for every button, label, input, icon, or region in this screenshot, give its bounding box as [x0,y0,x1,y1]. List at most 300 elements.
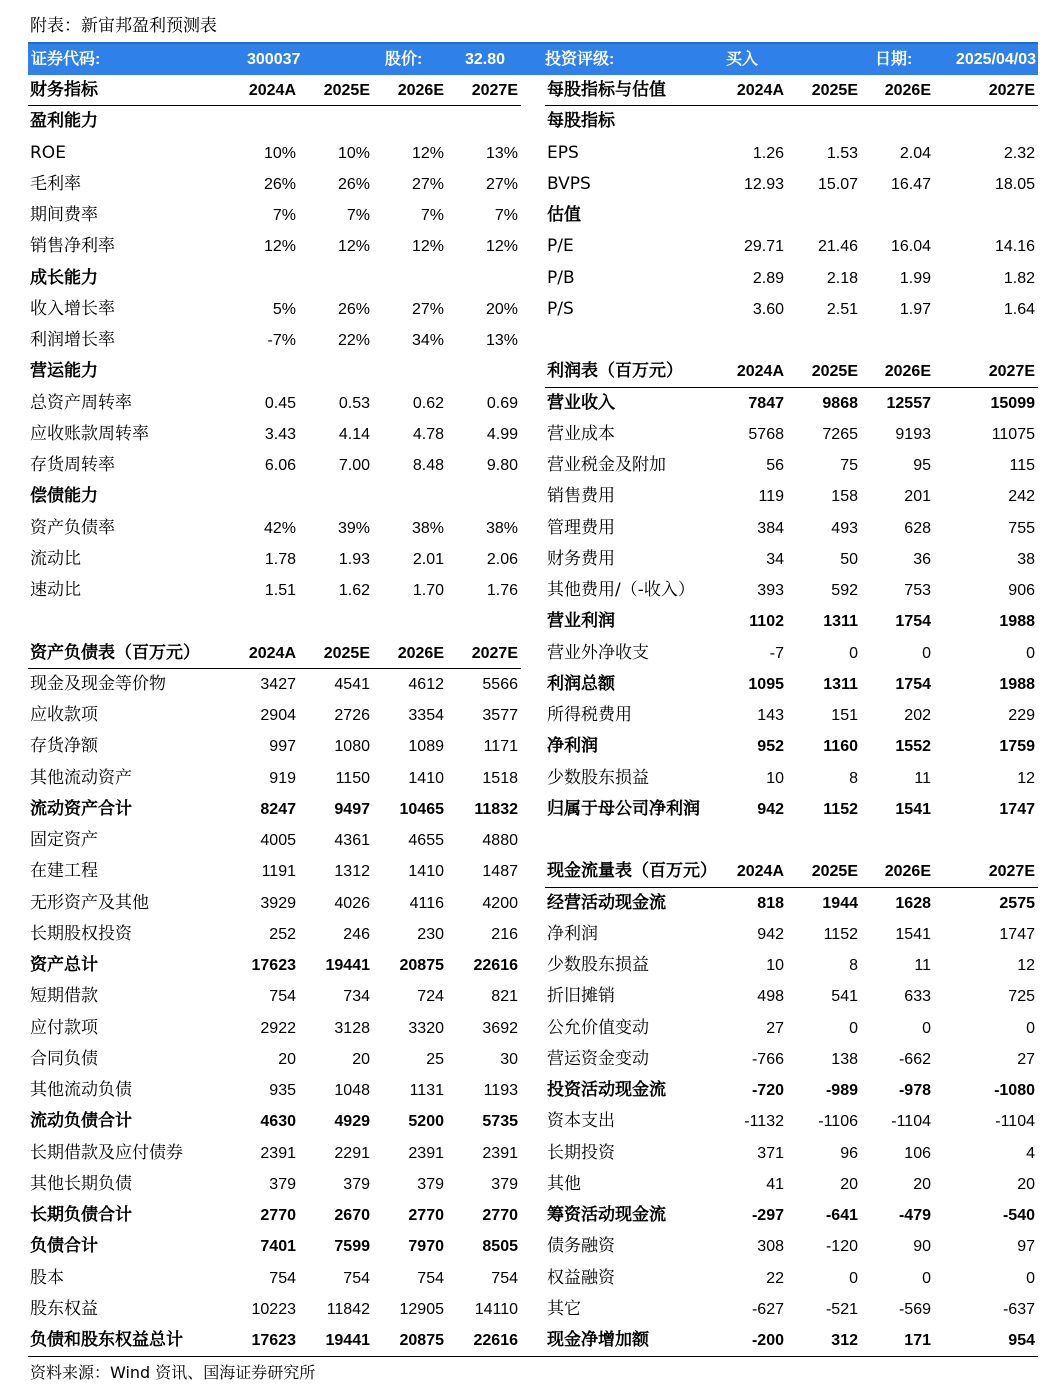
table-row [545,1013,1038,1044]
cell-value: 11842 [326,1300,370,1318]
cell-value: 8 [849,957,858,974]
row-label: 应收款项 [30,705,98,725]
section-title: 营运能力 [30,361,98,382]
cell-value: 20 [840,1175,858,1193]
table-row [545,1263,1038,1294]
row-label: 无形资产及其他 [30,892,149,913]
table-row [28,138,521,169]
cell-value: 1.78 [264,550,296,568]
row-label: 长期投资 [547,1142,615,1163]
cell-value: 1552 [895,738,931,756]
cell-value: 242 [1008,488,1035,506]
table-header-row [28,638,521,669]
cell-value: 17623 [251,957,296,974]
table-row [28,1200,521,1231]
row-label: 少数股东损益 [547,955,649,975]
cell-value: 1628 [895,894,931,912]
column-header: 2024A [248,644,296,662]
table-row [545,669,1038,700]
table-row [28,763,521,794]
column-header: 2024A [736,363,784,381]
spacer-row [28,606,521,637]
cell-value: -7% [267,332,296,349]
row-label: 合同负债 [30,1048,98,1069]
cell-value: 12% [411,144,444,162]
cell-value: 942 [757,925,784,943]
cell-value: 10% [263,144,296,162]
cell-value: 22616 [473,957,518,974]
column-header: 2025E [811,363,858,381]
cell-value: 12% [485,238,518,256]
cell-value: 7401 [260,1238,296,1256]
cell-value: 21.46 [817,238,858,256]
table-row [545,138,1038,169]
section-title: 偿债能力 [30,486,98,507]
table-row [545,1044,1038,1075]
cell-value: 1171 [483,738,518,756]
cell-value: 725 [1008,988,1035,1006]
row-label: 现金净增加额 [547,1330,649,1350]
table-row [28,981,521,1012]
cell-value: 14110 [474,1300,518,1318]
table-row [28,825,521,856]
cell-value: 379 [269,1175,296,1193]
cell-value: 753 [904,582,931,599]
table-row [28,919,521,950]
column-header: 2027E [988,82,1035,99]
cell-value: 18.05 [994,175,1035,193]
cell-value: 592 [831,582,858,599]
cell-value: 1102 [749,613,784,631]
row-label: EPS [547,142,579,163]
cell-value: 16.47 [890,175,931,193]
row-label: 毛利率 [30,173,81,194]
cell-value: 1.64 [1003,300,1035,318]
cell-value: 38 [1017,550,1035,568]
table-title: 财务指标 [30,80,98,100]
cell-value: 26% [337,175,370,193]
row-label: 折旧摊销 [547,986,615,1007]
row-label: 营运资金变动 [547,1048,649,1069]
cell-value: 12 [1017,957,1035,974]
cell-value: 2670 [334,1207,370,1224]
cell-value: -120 [825,1238,858,1256]
row-label: P/B [547,267,575,288]
table-row [545,419,1038,450]
cell-value: 119 [758,488,784,506]
cell-value: 754 [491,1269,518,1287]
cell-value: 2.89 [752,269,784,287]
table-row [545,950,1038,981]
table-row [545,1138,1038,1169]
table-row [545,981,1038,1012]
table-row [28,1294,521,1325]
table-row [545,575,1038,606]
row-label: 现金及现金等价物 [30,673,166,694]
right-table [545,75,1038,1356]
cell-value: 2.32 [1003,144,1035,162]
table-row [28,419,521,450]
cell-value: 115 [1009,457,1035,474]
cell-value: 27% [485,175,518,193]
cell-value: 138 [831,1050,858,1068]
cell-value: 39% [337,519,370,537]
cell-value: 628 [904,519,931,537]
cell-value: 2.18 [826,269,858,287]
row-label: 净利润 [547,923,598,944]
cell-value: 11 [914,769,931,787]
cell-value: 5768 [748,425,784,443]
cell-value: 312 [831,1332,858,1349]
price-value: 32.80 [465,51,506,68]
table-title: 利润表（百万元） [547,361,683,382]
table-row [28,294,521,325]
cell-value: 541 [831,988,858,1006]
section-title: 每股指标 [547,111,615,132]
cell-value: 5566 [482,675,518,693]
cell-value: 1747 [999,925,1035,943]
cell-value: 1.70 [412,582,444,599]
cell-value: 2770 [260,1207,296,1224]
cell-value: 11075 [991,425,1035,443]
cell-value: 246 [343,925,370,943]
table-row [28,575,521,606]
cell-value: 942 [757,800,784,818]
cell-value: 17623 [251,1332,296,1349]
row-label: ROE [30,142,66,163]
row-label: 所得税费用 [547,705,632,725]
cell-value: 2904 [260,707,296,724]
cell-value: 22% [337,332,370,349]
table-title: 现金流量表（百万元） [547,861,717,882]
row-label: 长期股权投资 [30,923,132,944]
cell-value: 158 [831,488,858,506]
cell-value: 13% [485,332,518,349]
cell-value: 26% [263,175,296,193]
cell-value: 4929 [334,1113,370,1131]
table-row [28,1013,521,1044]
cell-value: 818 [757,894,784,912]
cell-value: 0 [849,1269,858,1287]
column-header: 2025E [323,82,370,99]
cell-value: 9497 [334,800,370,818]
cell-value: 4026 [334,894,370,912]
cell-value: 379 [491,1175,518,1193]
cell-value: 724 [417,988,444,1006]
cell-value: 755 [1008,519,1035,537]
table-header-row [545,75,1038,106]
cell-value: -1132 [744,1113,784,1131]
section-row [28,263,521,294]
cell-value: 75 [840,457,858,474]
table-row [545,544,1038,575]
row-label: 流动资产合计 [30,798,132,819]
table-row [28,1138,521,1169]
cell-value: -540 [1002,1207,1035,1224]
row-label: 其他 [547,1173,581,1194]
table-row [28,200,521,231]
cell-value: 26% [337,300,370,318]
row-label: 其他费用/（-收入） [547,580,695,600]
cell-value: 96 [840,1144,858,1162]
row-label: 应付款项 [30,1017,98,1038]
column-header: 2025E [811,863,858,881]
cell-value: 3128 [334,1019,370,1037]
cell-value: 20 [1017,1175,1035,1193]
cell-value: 5200 [408,1113,444,1131]
cell-value: 0 [849,1019,858,1037]
table-header-row [28,75,521,106]
cell-value: 9868 [822,394,858,412]
cell-value: 7847 [748,394,784,412]
cell-value: 25 [426,1050,444,1068]
cell-value: 379 [343,1175,370,1193]
cell-value: -989 [825,1082,858,1099]
cell-value: 8.48 [412,457,444,474]
cell-value: 20 [913,1175,931,1193]
spacer-row [545,325,1038,356]
cell-value: 2.01 [412,550,444,568]
cell-value: 1.97 [899,300,931,318]
table-row [545,513,1038,544]
rating-label: 投资评级: [545,51,615,68]
cell-value: 230 [417,925,444,943]
row-label: 营业收入 [547,392,615,413]
cell-value: 0.53 [338,394,370,412]
table-row [28,700,521,731]
table-row [545,700,1038,731]
section-row [28,106,521,137]
cell-value: 4655 [408,832,444,849]
cell-value: 1754 [895,675,931,693]
cell-value: -1106 [818,1113,858,1131]
table-caption: 附表：新宙邦盈利预测表 [30,16,217,36]
table-title: 资产负债表（百万元） [30,642,200,663]
table-row [28,325,521,356]
cell-value: -1104 [995,1113,1035,1131]
cell-value: 7599 [334,1238,370,1256]
cell-value: 38% [485,519,518,537]
cell-value: 7% [420,207,444,224]
table-row [545,169,1038,200]
section-title: 估值 [547,205,581,225]
cell-value: 308 [757,1238,784,1256]
cell-value: 12.93 [743,175,784,193]
cell-value: -1080 [994,1082,1035,1099]
date-label: 日期: [875,51,913,68]
cell-value: 2391 [408,1144,444,1162]
table-row [545,294,1038,325]
cell-value: -7 [769,644,784,662]
cell-value: 10223 [251,1300,296,1318]
cell-value: 12557 [886,394,931,412]
cell-value: -627 [751,1300,784,1318]
cell-value: 8 [849,769,858,787]
cell-value: 12905 [399,1300,444,1318]
row-label: 流动负债合计 [30,1111,132,1132]
column-header: 2024A [248,82,296,99]
row-label: 总资产周转率 [30,392,132,413]
row-label: 营业税金及附加 [547,455,666,475]
cell-value: 0 [1026,644,1035,662]
table-row [545,1325,1038,1356]
table-row [545,1106,1038,1137]
cell-value: 4541 [334,675,370,693]
section-row [28,481,521,512]
cell-value: 90 [913,1238,931,1256]
cell-value: 754 [343,1269,370,1287]
cell-value: 1487 [482,863,518,881]
row-label: 长期负债合计 [30,1205,132,1225]
cell-value: 97 [1017,1238,1035,1256]
cell-value: 9193 [895,425,931,443]
row-label: 期间费率 [30,205,98,225]
cell-value: 42% [263,519,296,537]
cell-value: 633 [904,988,931,1006]
cell-value: 0.69 [486,394,518,412]
row-label: 营业外净收支 [547,642,649,663]
cell-value: 22 [766,1269,784,1287]
cell-value: 1541 [895,925,931,943]
cell-value: 393 [757,582,784,599]
cell-value: 12% [263,238,296,256]
cell-value: 5735 [482,1113,518,1131]
cell-value: -200 [751,1332,784,1349]
row-label: 利润增长率 [30,330,115,350]
section-row [545,200,1038,231]
cell-value: 1.62 [338,582,370,599]
row-label: P/S [547,298,574,319]
cell-value: 8247 [260,800,296,818]
cell-value: 3.43 [264,425,296,443]
left-table [28,75,521,1356]
cell-value: 1410 [408,769,444,787]
row-label: 短期借款 [30,986,98,1007]
cell-value: 1541 [895,800,931,818]
cell-value: 1095 [748,675,784,693]
cell-value: 171 [904,1332,931,1349]
cell-value: 6.06 [264,457,296,474]
row-label: 净利润 [547,736,598,757]
cell-value: 20% [485,300,518,318]
table-row [28,856,521,887]
table-row [28,450,521,481]
cell-value: 10 [766,769,784,787]
cell-value: 1518 [482,769,518,787]
stock-code-label: 证券代码: [31,51,101,68]
column-header: 2024A [736,863,784,881]
cell-value: 2.04 [899,144,931,162]
table-row [545,1200,1038,1231]
cell-value: 5% [272,300,296,318]
cell-value: 216 [491,925,518,943]
cell-value: 0 [849,644,858,662]
column-header: 2027E [471,82,518,99]
cell-value: 27% [411,175,444,193]
cell-value: 952 [757,738,784,756]
cell-value: 954 [1008,1332,1035,1349]
cell-value: -978 [898,1082,931,1099]
cell-value: 20 [278,1050,296,1068]
cell-value: 7970 [408,1238,444,1256]
cell-value: 493 [831,519,858,537]
cell-value: 1152 [823,800,858,818]
row-label: 速动比 [30,580,81,600]
cell-value: 10 [766,957,784,974]
row-label: 存货周转率 [30,455,115,475]
section-title: 成长能力 [30,267,98,288]
cell-value: 7% [346,207,370,224]
cell-value: 50 [840,550,858,568]
cell-value: 95 [913,457,931,474]
row-label: 流动比 [30,548,81,569]
cell-value: 12% [337,238,370,256]
cell-value: 20 [352,1050,370,1068]
column-header: 2026E [884,863,931,881]
cell-value: 1191 [261,863,296,881]
price-label: 股价: [385,51,423,68]
cell-value: 4116 [409,894,444,912]
row-label: 股本 [30,1267,64,1288]
cell-value: 0 [922,1269,931,1287]
cell-value: 1193 [483,1082,518,1099]
cell-value: 4005 [260,832,296,849]
row-label: 营业成本 [547,423,615,444]
cell-value: 12% [411,238,444,256]
row-label: 应收账款周转率 [30,423,149,444]
column-header: 2024A [736,82,784,99]
table-row [545,794,1038,825]
bottom-divider [28,1356,1038,1357]
cell-value: 2770 [408,1207,444,1224]
table-row [545,606,1038,637]
table-row [28,1106,521,1137]
row-label: 少数股东损益 [547,767,649,788]
cell-value: 15.07 [817,175,858,193]
cell-value: 9.80 [486,457,518,474]
cell-value: 821 [491,988,518,1006]
cell-value: 1048 [334,1082,370,1099]
column-header: 2027E [988,363,1035,381]
cell-value: 0 [922,1019,931,1037]
table-row [545,481,1038,512]
cell-value: 0.45 [264,394,296,412]
table-row [545,1075,1038,1106]
table-row [28,544,521,575]
cell-value: 4.99 [486,425,518,443]
table-row [28,1044,521,1075]
cell-value: 229 [1008,707,1035,724]
cell-value: -766 [751,1050,784,1068]
cell-value: 1150 [335,769,370,787]
row-label: 财务费用 [547,548,615,569]
cell-value: 8505 [482,1238,518,1256]
table-row [545,888,1038,919]
row-label: 其它 [547,1298,581,1319]
section-row [28,356,521,387]
cell-value: 2726 [334,707,370,724]
cell-value: 371 [757,1144,784,1162]
cell-value: 38% [411,519,444,537]
cell-value: 997 [269,738,296,756]
row-label: 在建工程 [30,861,98,882]
cell-value: 1.53 [826,144,858,162]
cell-value: 34% [411,332,444,349]
row-label: 销售费用 [547,486,615,507]
row-label: 公允价值变动 [547,1017,649,1038]
cell-value: 1.26 [752,144,784,162]
cell-value: 1988 [999,675,1035,693]
